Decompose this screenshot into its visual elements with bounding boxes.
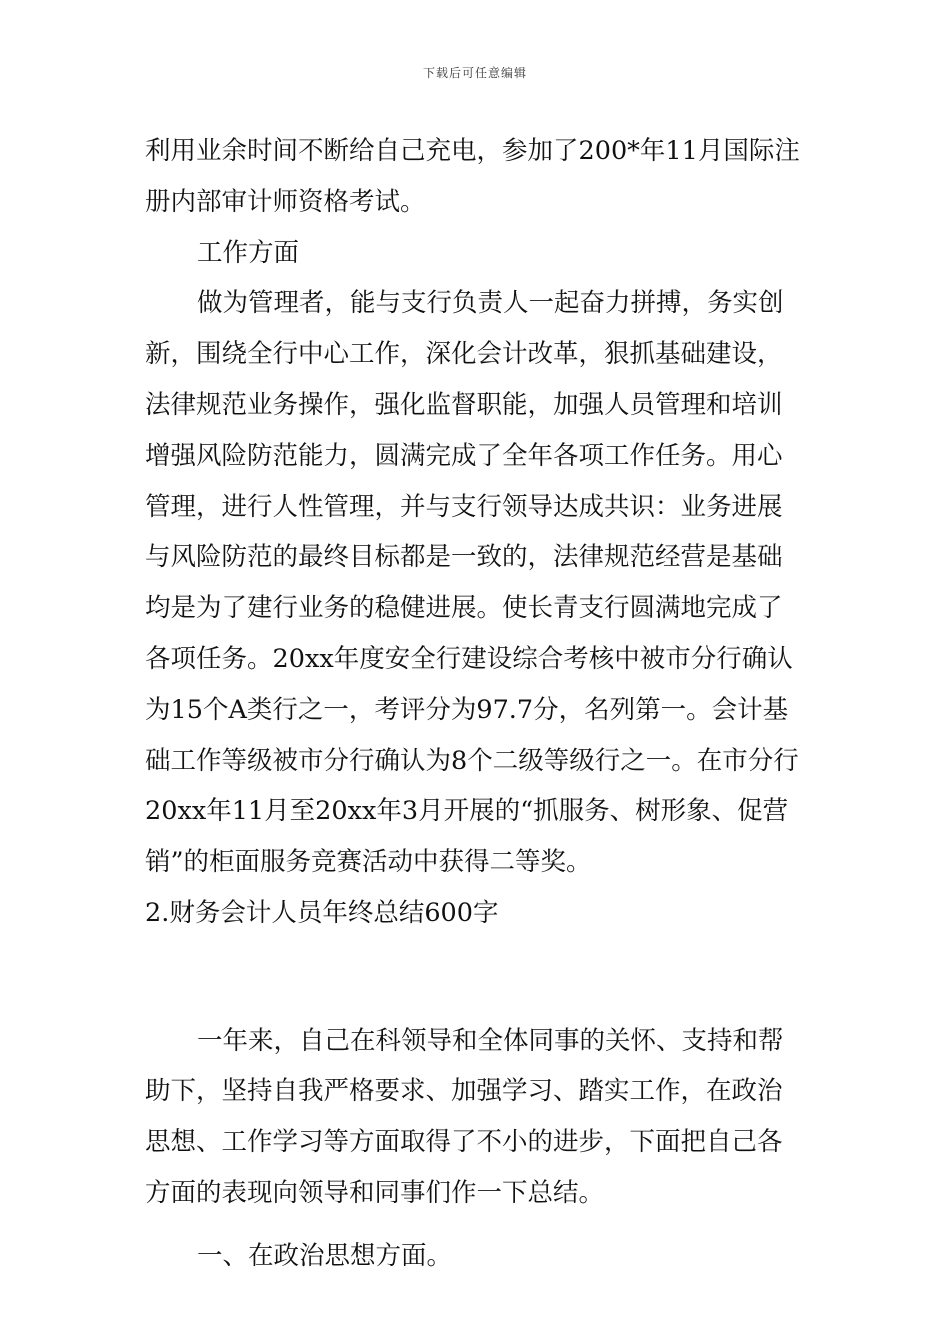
section-subheading: 工作方面: [197, 237, 300, 268]
text-line: 利用业余时间不断给自己充电，参加了200*年11月国际注: [145, 136, 800, 166]
document-body: [145, 126, 810, 1282]
page-header: 下载后可任意编辑: [422, 66, 527, 80]
text-line: 助下，坚持自我严格要求、加强学习、踏实工作，在政治: [145, 1076, 783, 1107]
spacer: [145, 990, 810, 1016]
text-line: 均是为了建行业务的稳健进展。使长青支行圆满地完成了: [145, 593, 783, 624]
text-line: 新，围绕全行中心工作，深化会计改革，狠抓基础建设，: [145, 339, 783, 370]
paragraph-first-line: 做为管理者，能与支行负责人一起奋力拼搏，务实创: [197, 288, 784, 319]
text-line: 销”的柜面服务竞赛活动中获得二等奖。: [145, 847, 592, 878]
text-line: 思想、工作学习等方面取得了不小的进步，下面把自己各: [145, 1127, 783, 1158]
section-subheading: 一、在政治思想方面。: [197, 1240, 453, 1271]
text-line: 管理，进行人性管理，并与支行领导达成共识：业务进展: [145, 491, 783, 522]
paragraph-first-line: 一年来，自己在科领导和全体同事的关怀、支持和帮: [197, 1025, 784, 1056]
section-title: 2.财务会计人员年终总结600字: [145, 897, 499, 928]
text-line: 方面的表现向领导和同事们作一下总结。: [145, 1177, 605, 1208]
blank-line: [145, 939, 810, 990]
text-line: 各项任务。20xx年度安全行建设综合考核中被市分行确认: [145, 643, 793, 674]
text-line: 与风险防范的最终目标都是一致的，法律规范经营是基础: [145, 542, 783, 573]
text-line: 法律规范业务操作，强化监督职能，加强人员管理和培训: [145, 389, 783, 420]
text-line: 础工作等级被市分行确认为8个二级等级行之一。在市分行: [145, 745, 799, 776]
text-line: 册内部审计师资格考试。: [145, 186, 426, 217]
text-line: 20xx年11月至20xx年3月开展的“抓服务、树形象、促营: [145, 796, 789, 827]
text-line: 为15个A类行之一，考评分为97.7分，名列第一。会计基: [145, 694, 789, 725]
spacer: [145, 1219, 810, 1231]
text-line: 增强风险防范能力，圆满完成了全年各项工作任务。用心: [145, 440, 783, 471]
